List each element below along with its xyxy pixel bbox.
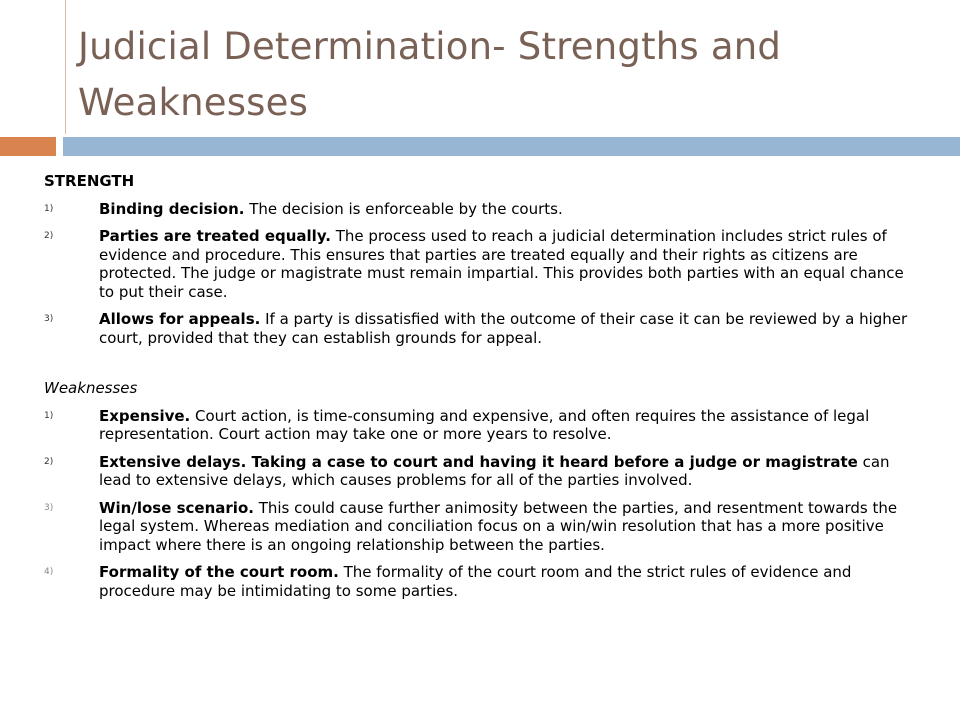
item-lead: Formality of the court room.	[99, 563, 339, 581]
item-text: If a party is dissatisfied with the outcome of their case it can be reviewed by a higher court, provided that they can establish grounds for appeal.	[99, 310, 908, 347]
item-text: The formality of the court room and the strict rules of evidence and procedure may be intimidating to some parties.	[99, 563, 852, 600]
item-lead: Binding decision.	[99, 199, 245, 218]
list-number: 2)	[44, 231, 54, 241]
strength-list	[44, 200, 914, 348]
slide-body	[44, 172, 914, 600]
item-lead: Win/lose scenario.	[99, 498, 254, 517]
list-number: 1)	[44, 410, 54, 421]
item-text: The process used to reach a judicial determination includes strict rules of evidence and procedure. This ensures that parties are treated equally and their rights as citizens are protected. The judge or magistrate must remain impartial. This provides both parties with an equal chance to put their case.	[99, 227, 904, 301]
item-lead: Expensive.	[99, 406, 191, 425]
weakness-item-2	[44, 453, 914, 490]
item-lead: Extensive delays. Taking a case to court and having it heard before a judge or magistrate	[99, 452, 858, 471]
weaknesses-heading: Weaknesses	[44, 379, 138, 397]
accent-bar-blue	[63, 137, 960, 156]
list-number: 3)	[44, 502, 54, 513]
strength-item-1	[44, 200, 914, 219]
weaknesses-list	[44, 407, 914, 601]
item-text: Court action, is time-consuming and expensive, and often requires the assistance of legal representation. Court action may take one or more years to resolve.	[99, 406, 870, 443]
strength-item-2	[44, 227, 914, 301]
title-divider-line	[65, 0, 66, 134]
accent-bar-orange	[0, 137, 56, 156]
list-number: 1)	[44, 203, 54, 214]
item-lead: Allows for appeals.	[99, 310, 261, 328]
item-text: This could cause further animosity between the parties, and resentment towards the legal system. Whereas mediation and conciliation focus on a win/win resolution that has a more positive impact where there is an ongoing relationship between the parties.	[99, 498, 898, 554]
slide-title: Judicial Determination- Strengths and Weaknesses	[78, 25, 782, 124]
item-text: can lead to extensive delays, which causes problems for all of the parties involved.	[99, 452, 890, 489]
weakness-item-1	[44, 407, 914, 444]
weakness-item-4	[44, 563, 914, 600]
item-text: The decision is enforceable by the courts.	[244, 199, 563, 218]
strength-heading: STRENGTH	[44, 172, 135, 190]
strength-item-3	[44, 310, 914, 347]
weakness-item-3	[44, 499, 914, 555]
item-lead: Parties are treated equally.	[99, 227, 331, 245]
list-number: 4)	[44, 567, 54, 577]
list-number: 2)	[44, 456, 54, 467]
list-number: 3)	[44, 314, 54, 324]
